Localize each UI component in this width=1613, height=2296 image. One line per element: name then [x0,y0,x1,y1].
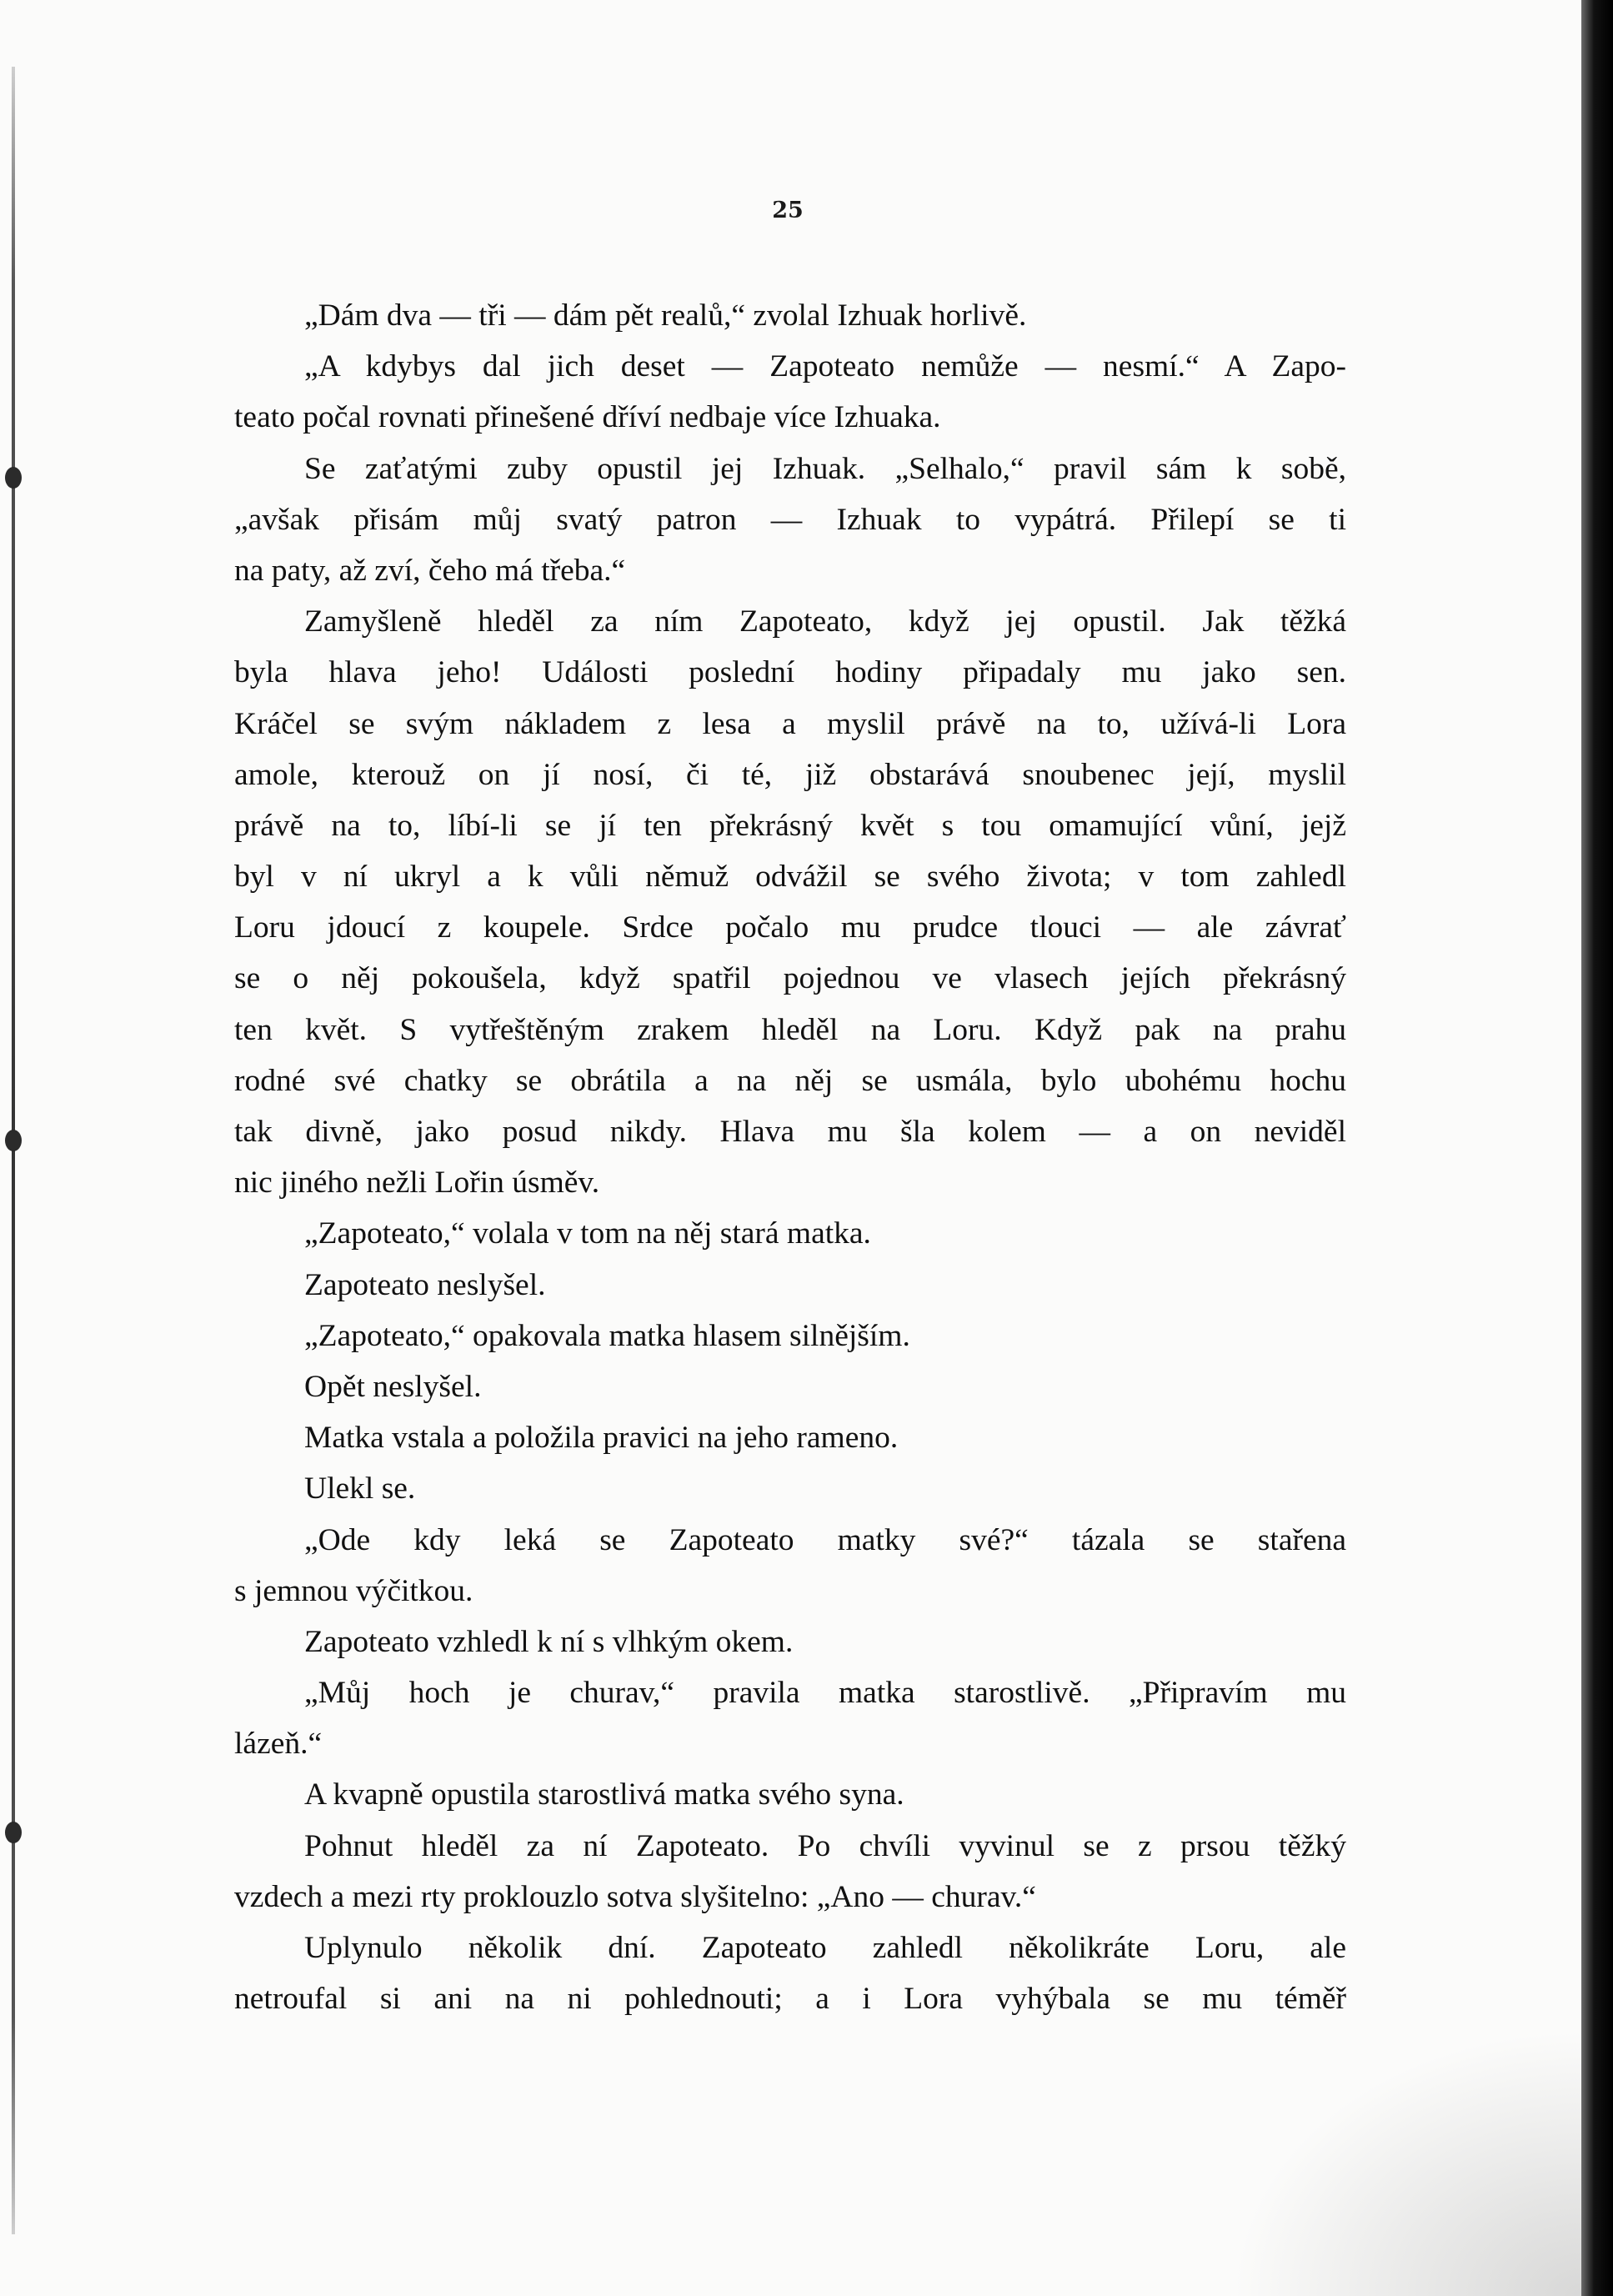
text-line: na paty, až zví, čeho má třeba.“ [234,553,626,588]
text-line: ten květ. S vytřeštěným zrakem hleděl na Loru. Když pak na prahu [234,1012,1346,1047]
text-line: „Zapoteato,“ opakovala matka hlasem silnějším. [304,1318,910,1353]
text-line: vzdech a mezi rty proklouzlo sotva slyšitelno: „Ano — churav.“ [234,1879,1036,1914]
text-line: „Ode kdy leká se Zapoteato matky své?“ tázala se stařena [304,1522,1346,1557]
text-line: Loru jdoucí z koupele. Srdce počalo mu prudce tlouci — ale závrať [234,910,1346,945]
text-line: se o něj pokoušela, když spatřil pojednou ve vlasech jejích překrásný [234,961,1346,996]
text-line: „Zapoteato,“ volala v tom na něj stará matka. [304,1216,871,1251]
text-line: „avšak přisám můj svatý patron — Izhuak to vypátrá. Přilepí se ti [234,502,1346,537]
text-line: teato počal rovnati přinešené dříví nedbaje více Izhuaka. [234,400,941,435]
text-line: rodné své chatky se obrátila a na něj se usmála, bylo ubohému hochu [234,1063,1346,1098]
text-line: Kráčel se svým nákladem z lesa a myslil právě na to, užívá-li Lora [234,706,1346,741]
text-line: s jemnou výčitkou. [234,1573,473,1608]
page-number: 25 [772,198,804,223]
text-line: Opět neslyšel. [304,1369,482,1404]
text-line: amole, kterouž on jí nosí, či té, již obstarává snoubenec její, myslil [234,757,1346,792]
text-line: Zapoteato vzhledl k ní s vlhkým okem. [304,1624,794,1659]
scan-border [1581,0,1613,2296]
text-line: Zamyšleně hleděl za ním Zapoteato, když jej opustil. Jak těžká [304,604,1346,639]
text-line: Pohnut hleděl za ní Zapoteato. Po chvíli vyvinul se z prsou těžký [304,1828,1346,1863]
text-line: byl v ní ukryl a k vůli němuž odvážil se svého života; v tom zahledl [234,860,1346,895]
text-line: Uplynulo několik dní. Zapoteato zahledl několikráte Loru, ale [304,1931,1346,1965]
text-line: byla hlava jeho! Události poslední hodiny připadaly mu jako sen. [234,655,1346,690]
text-line: lázeň.“ [234,1727,323,1762]
text-line: Ulekl se. [304,1471,416,1506]
text-line: „A kdybys dal jich deset — Zapoteato nemůže — nesmí.“ A Zapo- [304,349,1346,384]
binding-mark [5,1130,22,1151]
text-line: nic jiného nežli Lořin úsměv. [234,1166,600,1201]
text-line: Se zaťatými zuby opustil jej Izhuak. „Selhalo,“ pravil sám k sobě, [304,451,1346,486]
binding-mark [5,1822,22,1843]
binding-mark [5,467,22,489]
body-text [234,290,1346,2024]
text-line: tak divně, jako posud nikdy. Hlava mu šla kolem — a on neviděl [234,1115,1346,1149]
text-line: Matka vstala a položila pravici na jeho rameno. [304,1421,899,1456]
text-line: Zapoteato neslyšel. [304,1267,546,1302]
text-line: právě na to, líbí-li se jí ten překrásný květ s tou omamující vůní, jejž [234,808,1346,843]
text-line: „Dám dva — tři — dám pět realů,“ zvolal Izhuak horlivě. [304,298,1027,333]
paper-shadow [1231,2029,1581,2296]
text-line: A kvapně opustila starostlivá matka svého syna. [304,1777,904,1812]
text-line: „Můj hoch je churav,“ pravila matka starostlivě. „Připravím mu [304,1676,1346,1711]
text-line: netroufal si ani na ni pohlednouti; a i Lora vyhýbala se mu téměř [234,1982,1346,2017]
